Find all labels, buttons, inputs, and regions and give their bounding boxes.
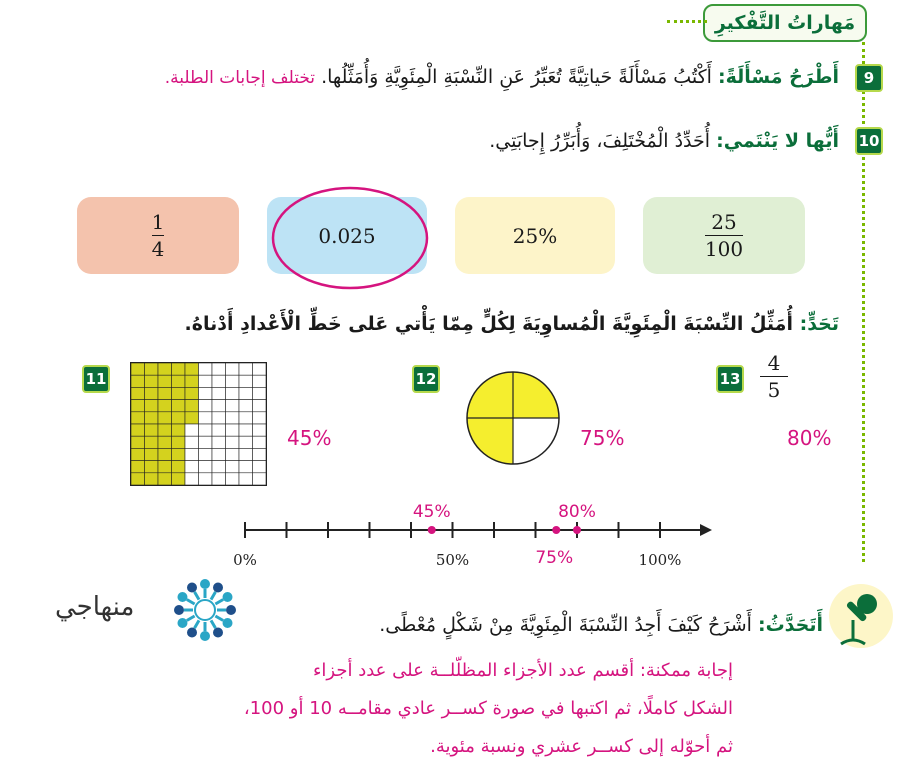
grid-cell <box>253 412 267 424</box>
grid-cell <box>212 436 226 448</box>
grid-cell <box>239 424 253 436</box>
grid-cell-shaded <box>158 436 172 448</box>
fraction: $\frac{1}{4}$ <box>151 210 165 261</box>
number-line <box>230 495 720 585</box>
grid-cell-shaded <box>158 387 172 399</box>
question-number-badge: 9 <box>855 64 883 92</box>
grid-cell <box>226 448 240 460</box>
grid-cell-shaded <box>145 448 159 460</box>
q10-text: أُحَدِّدُ الْمُخْتَلِفَ، وَأُبَرِّرُ إِجابَتِي. <box>489 130 711 152</box>
challenge-label: تَحَدٍّ: <box>799 313 839 335</box>
grid-cell <box>226 375 240 387</box>
grid-cell-shaded <box>172 436 186 448</box>
grid-cell <box>253 448 267 460</box>
grid-cell <box>239 461 253 473</box>
grid-cell-shaded <box>185 363 199 375</box>
brand-logo-icon <box>165 570 245 650</box>
grid-cell-shaded <box>145 363 159 375</box>
grid-cell <box>185 473 199 485</box>
grid-cell <box>253 400 267 412</box>
grid-cell <box>212 424 226 436</box>
grid-cell-shaded <box>145 400 159 412</box>
grid-cell <box>253 473 267 485</box>
grid-cell-shaded <box>145 412 159 424</box>
grid-cell <box>185 436 199 448</box>
grid-cell <box>253 424 267 436</box>
grid-cell-shaded <box>131 400 145 412</box>
grid-cell <box>239 375 253 387</box>
q10-line <box>489 130 839 152</box>
number-line-point <box>573 526 581 534</box>
q10-label: أَيُّها لا يَنْتَمي: <box>716 130 839 152</box>
grid-cell-shaded <box>172 363 186 375</box>
grid-cell <box>185 461 199 473</box>
grid-cell-shaded <box>145 461 159 473</box>
side-divider <box>862 42 865 562</box>
number-line-label: 100% <box>638 551 682 569</box>
grid-cell-shaded <box>158 400 172 412</box>
grid-cell <box>239 400 253 412</box>
grid-cell <box>239 387 253 399</box>
grid-cell-shaded <box>131 412 145 424</box>
grid-cell-shaded <box>172 412 186 424</box>
grid-cell <box>199 461 213 473</box>
number-line-point <box>552 526 560 534</box>
brand-name: منهاجي <box>55 592 135 622</box>
grid-cell-shaded <box>185 412 199 424</box>
grid-cell-shaded <box>158 363 172 375</box>
grid-cell <box>239 363 253 375</box>
microphone-icon <box>837 590 885 650</box>
grid-cell <box>239 448 253 460</box>
option-card-percent: 25% <box>455 197 615 274</box>
challenge-text: أُمَثِّلُ النِّسْبَةَ الْمِئَوِيَّةَ الْمُساوِيَةَ لِكُلٍّ مِمّا يَأْتي عَلى خَطِّ الْأَعْدادِ أَدْناهُ. <box>184 313 793 335</box>
grid-cell-shaded <box>158 424 172 436</box>
option-card-decimal: 0.025 <box>267 197 427 274</box>
q13-answer: 80% <box>787 426 832 450</box>
grid-cell-shaded <box>131 436 145 448</box>
grid-cell <box>199 400 213 412</box>
grid-cell <box>226 387 240 399</box>
grid-cell-shaded <box>172 461 186 473</box>
grid-cell-shaded <box>158 448 172 460</box>
fraction: $\frac{25}{100}$ <box>704 210 744 261</box>
grid-cell <box>253 436 267 448</box>
grid-cell <box>199 412 213 424</box>
grid-cell <box>226 473 240 485</box>
grid-cell <box>212 375 226 387</box>
number-line-label: 0% <box>233 551 257 569</box>
fraction-circle <box>465 370 561 466</box>
grid-cell-shaded <box>131 375 145 387</box>
grid-cell-shaded <box>158 412 172 424</box>
grid-cell-shaded <box>172 387 186 399</box>
grid-cell-shaded <box>185 387 199 399</box>
grid-cell-shaded <box>185 400 199 412</box>
grid-cell-shaded <box>172 473 186 485</box>
challenge-line <box>185 313 839 335</box>
grid-cell-shaded <box>131 424 145 436</box>
hundred-grid <box>130 362 267 486</box>
grid-cell <box>185 448 199 460</box>
grid-cell <box>253 375 267 387</box>
q13-fraction: $\frac{4}{5}$ <box>760 352 788 401</box>
grid-cell-shaded <box>145 387 159 399</box>
answer-circle-mark <box>270 185 430 291</box>
grid-cell <box>212 363 226 375</box>
number-line-label: 50% <box>435 551 470 569</box>
talk-answer-line: ثم أحوّله إلى كســر عشري ونسبة مئوية. <box>430 736 733 757</box>
grid-cell-shaded <box>172 424 186 436</box>
number-line-point-label: 45% <box>412 502 451 522</box>
grid-cell <box>226 363 240 375</box>
grid-cell <box>199 363 213 375</box>
grid-cell <box>212 400 226 412</box>
grid-cell-shaded <box>131 387 145 399</box>
grid-cell <box>199 436 213 448</box>
grid-cell <box>212 473 226 485</box>
grid-cell <box>199 424 213 436</box>
grid-cell <box>226 400 240 412</box>
grid-cell-shaded <box>185 375 199 387</box>
grid-cell <box>226 436 240 448</box>
grid-cell <box>199 375 213 387</box>
grid-cell-shaded <box>131 473 145 485</box>
question-number-badge: 10 <box>855 127 883 155</box>
grid-cell-shaded <box>158 461 172 473</box>
grid-cell <box>199 387 213 399</box>
grid-cell <box>253 363 267 375</box>
q11-answer: 45% <box>287 426 332 450</box>
grid-cell <box>212 387 226 399</box>
question-number-badge: 11 <box>82 365 110 393</box>
option-card-fraction-25-100 <box>643 197 805 274</box>
number-line-point <box>428 526 436 534</box>
talk-answer <box>113 652 733 766</box>
grid-cell <box>212 448 226 460</box>
q9-line <box>165 66 839 88</box>
q9-answer: تختلف إجابات الطلبة. <box>164 68 316 88</box>
grid-cell-shaded <box>172 375 186 387</box>
number-line-point-label: 75% <box>535 548 574 568</box>
grid-cell-shaded <box>145 424 159 436</box>
grid-cell-shaded <box>158 375 172 387</box>
grid-cell <box>185 424 199 436</box>
question-number-badge: 12 <box>412 365 440 393</box>
grid-cell-shaded <box>172 448 186 460</box>
grid-cell <box>239 436 253 448</box>
talk-answer-line: إجابة ممكنة: أقسم عدد الأجزاء المظلّلــة على عدد أجزاء <box>312 660 733 681</box>
header-divider <box>667 20 707 23</box>
grid-cell <box>239 473 253 485</box>
grid-cell <box>226 412 240 424</box>
grid-cell-shaded <box>158 473 172 485</box>
talk-label: أَتَحَدَّثُ: <box>757 614 823 636</box>
grid-cell-shaded <box>172 400 186 412</box>
option-card-fraction-1-4 <box>77 197 239 274</box>
grid-cell <box>226 461 240 473</box>
grid-cell <box>226 424 240 436</box>
number-line-point-label: 80% <box>558 502 596 522</box>
grid-cell <box>199 473 213 485</box>
question-number-badge: 13 <box>716 365 744 393</box>
grid-cell <box>199 448 213 460</box>
talk-answer-line: الشكل كاملًا، ثم اكتبها في صورة كســر عادي مقامــه 10 أو 100، <box>243 698 733 719</box>
talk-text: أَشْرَحُ كَيْفَ أَجِدُ النِّسْبَةَ الْمِئَوِيَّةَ مِنْ شَكْلٍ مُعْطًى. <box>379 614 752 636</box>
section-header <box>703 4 867 42</box>
grid-cell-shaded <box>145 473 159 485</box>
grid-cell <box>253 387 267 399</box>
grid-cell-shaded <box>145 375 159 387</box>
grid-cell-shaded <box>131 461 145 473</box>
grid-cell-shaded <box>131 448 145 460</box>
q12-answer: 75% <box>580 426 625 450</box>
grid-cell <box>253 461 267 473</box>
talk-line <box>379 614 823 636</box>
grid-cell-shaded <box>131 363 145 375</box>
grid-cell <box>212 461 226 473</box>
section-header-title: مَهاراتُ التَّفْكيرِ <box>714 12 856 34</box>
grid-cell-shaded <box>145 436 159 448</box>
q9-text: أَكْتُبُ مَسْأَلَةً حَياتِيَّةً تُعَبِّرُ عَنِ النِّسْبَةِ الْمِئَوِيَّةِ وَأُمَثِّلُها. <box>321 66 712 88</box>
grid-cell <box>239 412 253 424</box>
grid-cell <box>212 412 226 424</box>
q9-label: أَطْرَحُ مَسْأَلَةً: <box>717 66 839 88</box>
